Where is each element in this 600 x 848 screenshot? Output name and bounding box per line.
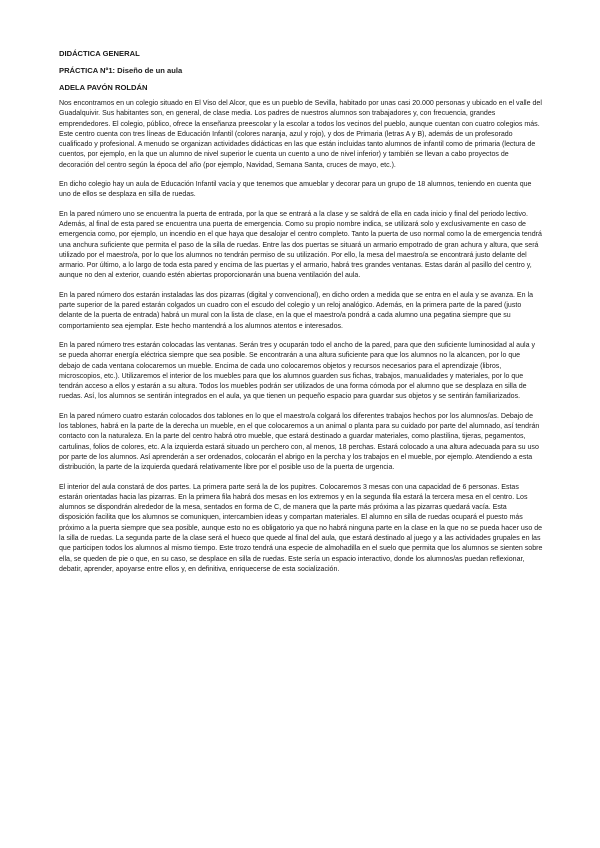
paragraph-wall-three: En la pared número tres estarán colocadas las ventanas. Serán tres y ocuparán todo el ancho de la pared, para que den suficiente luminosidad al aula y se pueda ahorrar energía eléctrica siempre que sea posible. Se encontrarán a una altura suficiente para que los alumnos no la alcancen, por lo que debajo de cada ventana colocaremos un mueble. Encima de cada uno colocaremos objetos y recursos necesarios para el aprendizaje (libros, microscopios, etc.). Utilizaremos el interior de los muebles para que los alumnos guarden sus fichas, trabajos, manualidades y materiales, por lo que tendrán acceso a ellos y estarán a su altura. Todos los muebles podrán ser utilizados de una forma cómoda por el alumno que se desplaza en silla de ruedas. Así, los alumnos se sentirán integrados en el aula, ya que tienen un pequeño espacio para guardar sus objetos y se sentirán familiarizados. <box>59 341 535 401</box>
paragraph-context: Nos encontramos en un colegio situado en El Viso del Alcor, que es un pueblo de Sevilla, habitado por unas casi 20.000 personas y ubicado en el valle del Guadalquivir. Sus habitantes son, en general, de clase media. Los padres de nuestros alumnos son trabajadores y, con frecuencia, grandes emprendedores. El colegio, público, ofrece la enseñanza preescolar y la escolar a todos los vecinos del pueblo, aunque cuentan con cuatro colegios más. Este centro cuenta con tres líneas de Educación Infantil (colores naranja, azul y rojo), y dos de Primaria (letras A y B), además de un profesorado cualificado y profesional. A menudo se organizan actividades didácticas en las que están incluidas tanto alumnos de infantil como de primaria (lectura de cuentos, por ejemplo, en la que un alumno de nivel superior le cuenta un cuento a uno de nivel inferior) y también se llevan a cabo proyectos de decoración del centro según la época del año (por ejemplo, Navidad, Semana Santa, cruces de mayo, etc.). <box>59 100 542 169</box>
paragraph-interior: El interior del aula constará de dos partes. La primera parte será la de los pupitres. Colocaremos 3 mesas con una capacidad de 6 personas. Estas estarán orientadas hacia las pizarras. En la primera fila habrá dos mesas en los extremos y en la segunda fila estará la tercera mesa en el centro. Los alumnos se dispondrán alrededor de la mesa, sentados en forma de C, de manera que la parte más próxima a las pizarras quedará vacía. Esta disposición facilita que los alumnos se comuniquen, intercambien ideas y compartan materiales. El alumno en silla de ruedas ocupará el puesto más próximo a la puerta siempre que sea posible, aunque esto no es obligatorio ya que no habrá ninguna parte en la clase en la que no se pueda hacer uso de la silla de ruedas. La segunda parte de la clase será el hueco que quede al final del aula, que estará destinado al juego y a las actividades grupales en las que participen todos los alumnos al mismo tiempo. Este trozo tendrá una especie de almohadilla en el suelo que permita que los alumnos se sienten sobre ella, se queden de pie o que, en su caso, se desplace en silla de ruedas. Este sería un espacio interactivo, donde los alumnos/as puedan reflexionar, debatir, aprender, apoyarse entre ellos y, en definitiva, enriquecerse de esta socialización. <box>59 483 543 573</box>
paragraph-wall-two: En la pared número dos estarán instaladas las dos pizarras (digital y convencional), en dicho orden a medida que se entra en el aula y se avanza. En la parte superior de la pared estarán colgados un cuadro con el escudo del colegio y un reloj analógico. Además, en la primera parte de la pared (justo delante de la puerta de entrada) habrá un mural con la lista de clase, en la que el maestro/a pondrá a cada alumno una pegatina siempre que su comportamiento sea ejemplar. Este hecho mantendrá a los alumnos atentos e interesados. <box>59 291 533 330</box>
paragraph-wall-four: En la pared número cuatro estarán colocados dos tablones en lo que el maestro/a colgará los diferentes trabajos hechos por los alumnos/as. Debajo de los tablones, habrá en la parte de la derecha un mueble, en el que colocaremos a un animal o planta para su cuidado por parte del alumnado, así tendrán contacto con la naturaleza. En la parte del centro habrá otro mueble, que estará destinado a guardar materiales, como plastilina, tijeras, pegamentos, cartulinas, folios de colores, etc. A la izquierda estará situado un perchero con, al menos, 18 perchas. Estará colocado a una altura adecuada para su uso por parte de los alumnos. Así aprenderán a ser ordenados, colocarán el abrigo en la percha y los trabajos en el mueble, por ejemplo. Atendiendo a esta distribución, la parte de la izquierda quedará relativamente libre por el posible uso de la puerta de urgencia. <box>59 412 540 472</box>
paragraph-assignment: En dicho colegio hay un aula de Educación Infantil vacía y que tenemos que amueblar y decorar para un grupo de 18 alumnos, teniendo en cuenta que uno de ellos se desplaza en silla de ruedas. <box>59 181 532 199</box>
paragraph-wall-one: En la pared número uno se encuentra la puerta de entrada, por la que se entrará a la clase y se saldrá de ella en cada inicio y final del periodo lectivo. Además, al final de esta pared se encuentra una puerta de emergencia. Como su propio nombre indica, se utilizará solo y exclusivamente en caso de emergencia como, por ejemplo, un incendio en el que haya que desalojar el centro completo. Tanto la puerta de uso normal como la de emergencia tendrá una anchura suficiente que permita el paso de la silla de ruedas. Entre las dos puertas se situará un armario empotrado de gran achura y altura, que será utilizado por el maestro/a, por lo que los alumnos no tendrán permiso de su utilización. Por ello, la mesa del maestro/a se encontrará justo delante del armario. Por último, a lo largo de toda esta pared y encima de las puertas y el armario, habrá tres grandes ventanas. Estas darán al pasillo del centro y, aunque no den al exterior, cuando estén abiertas proporcionarán una buena ventilación del aula. <box>59 210 542 280</box>
practice-title: PRÁCTICA Nº1: Diseño de un aula <box>59 66 183 75</box>
document-body <box>59 49 543 584</box>
course-title: DIDÁCTICA GENERAL <box>59 49 140 58</box>
author-name: ADELA PAVÓN ROLDÁN <box>59 83 148 92</box>
